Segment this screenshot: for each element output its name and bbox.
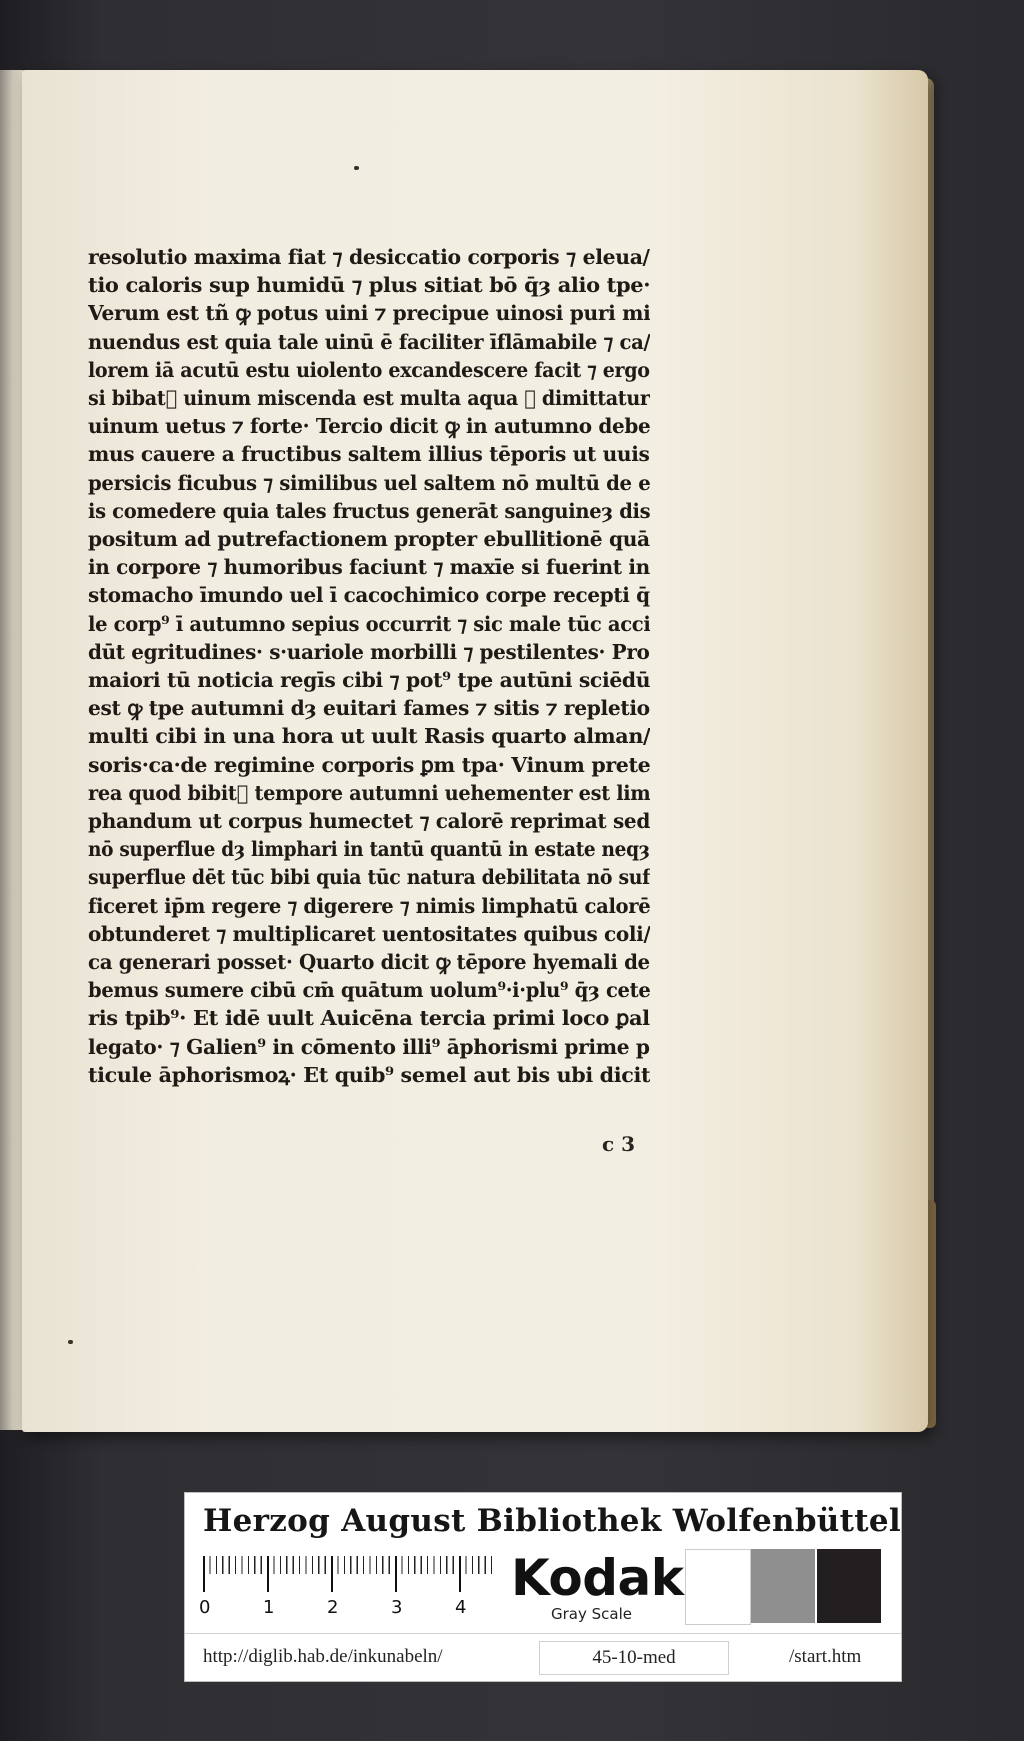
text-line: resolutio maxima fiat ⁊ desiccatio corporis ⁊ eleua/ xyxy=(88,245,650,269)
gray-swatch-white xyxy=(685,1549,751,1625)
text-line: nō superflue dȝ limphari in tantū quantū in estate neqȝ xyxy=(88,837,650,862)
ruler-major-tick xyxy=(395,1556,397,1592)
text-line: multi cibi in una hora ut uult Rasis quarto alman/ xyxy=(88,724,650,749)
text-line: phandum ut corpus humectet ⁊ calorē reprimat sed xyxy=(88,809,650,834)
ruler-major-tick xyxy=(459,1556,461,1592)
ruler-ticks xyxy=(203,1556,495,1586)
text-line: maiori tū noticia regīs cibi ⁊ pot⁹ tpe autūni sciēdū xyxy=(88,668,650,693)
text-line: obtunderet ⁊ multiplicaret uentositates quibus coli/ xyxy=(88,921,650,946)
ruler-number: 3 xyxy=(391,1597,403,1618)
text-line: stomacho īmundo uel ī cacochimico corpe recepti q̄ xyxy=(88,583,650,608)
text-line: dūt egritudines· s·uariole morbilli ⁊ pestilentes· Pro xyxy=(88,639,650,664)
url-prefix: http://diglib.hab.de/inkunabeln/ xyxy=(203,1646,443,1667)
text-line: nuendus est quia tale uinū ē faciliter īflāmabile ⁊ ca/ xyxy=(88,329,650,354)
ink-speck xyxy=(68,1340,73,1344)
ink-speck xyxy=(354,166,359,170)
text-line: is comedere quia tales fructus generāt sanguineȝ dis xyxy=(88,498,650,523)
text-line: in corpore ⁊ humoribus faciunt ⁊ maxīe si fuerint in xyxy=(88,555,650,580)
text-line: ca generari posset· Quarto dicit ꝙ tēpore hyemali de xyxy=(88,950,650,975)
text-line: rea quod bibit᷑ tempore autumni uehementer est lim xyxy=(88,780,650,805)
text-line: uinum uetus ⁊ forte· Tercio dicit ꝙ in autumno debe xyxy=(88,414,650,439)
text-line: ticule āphorismoꝝ· Et quib⁹ semel aut bis ubi dicit xyxy=(88,1062,650,1087)
ruler-numbers xyxy=(199,1597,495,1621)
text-line: legato· ⁊ Galien⁹ in cōmento illi⁹ āphorismi prime p xyxy=(88,1034,650,1059)
gray-swatch-black xyxy=(817,1549,881,1623)
library-title: Herzog August Bibliothek Wolfenbüttel xyxy=(203,1503,901,1539)
text-line: le corp⁹ ī autumno sepius occurrit ⁊ sic male tūc acci xyxy=(88,611,650,636)
ruler-major-tick xyxy=(203,1556,205,1592)
page-text-block xyxy=(88,243,650,1089)
text-line: persicis ficubus ⁊ similibus uel saltem nō multū de e xyxy=(88,470,650,495)
kodak-logo: Kodak xyxy=(511,1549,684,1607)
ruler-number: 1 xyxy=(263,1597,275,1618)
text-line: soris·ca·de regimine corporis ꝑm tpa· Vinum prete xyxy=(88,752,650,777)
color-calibration-bar xyxy=(184,1492,902,1682)
text-line: positum ad putrefactionem propter ebullitionē quā xyxy=(88,527,650,552)
text-line: lorem iā acutū estu uiolento excandescere facit ⁊ ergo xyxy=(88,357,650,382)
ruler-number: 4 xyxy=(455,1597,467,1618)
text-line: ficeret ip̄m regere ⁊ digerere ⁊ nimis limphatū calorē xyxy=(88,893,650,918)
text-line: si bibat᷑ uinum miscenda est multa aqua ⁊ dimittatur xyxy=(88,386,650,411)
url-suffix: /start.htm xyxy=(789,1646,862,1667)
ruler-number: 2 xyxy=(327,1597,339,1618)
text-line: Verum est tñ ꝙ potus uini ⁊ precipue uinosi puri mi xyxy=(88,301,650,326)
ruler-number: 0 xyxy=(199,1597,211,1618)
ruler-major-tick xyxy=(267,1556,269,1592)
text-line: ris tpib⁹· Et idē uult Auicēna tercia primi loco ꝑal xyxy=(88,1006,650,1031)
text-line: tio caloris sup humidū ⁊ plus sitiat bō q̄ȝ alio tpe· xyxy=(88,273,650,298)
url-id-field: 45-10-med xyxy=(539,1641,729,1675)
text-line: est ꝙ tpe autumni dȝ euitari fames ⁊ sitis ⁊ repletio xyxy=(88,696,650,721)
text-line: mus cauere a fructibus saltem illius tēporis ut uuis xyxy=(88,442,650,467)
gray-scale-label: Gray Scale xyxy=(551,1605,632,1623)
gray-swatch-mid xyxy=(751,1549,815,1623)
signature-mark: c 3 xyxy=(602,1132,636,1156)
text-line: bemus sumere cibū cm̄ quātum uolum⁹·i·plu⁹ q̄ȝ cete xyxy=(88,978,650,1003)
text-line: superflue dēt tūc bibi quia tūc natura debilitata nō suf xyxy=(88,865,650,890)
ruler-major-tick xyxy=(331,1556,333,1592)
measurement-ruler xyxy=(203,1556,495,1596)
